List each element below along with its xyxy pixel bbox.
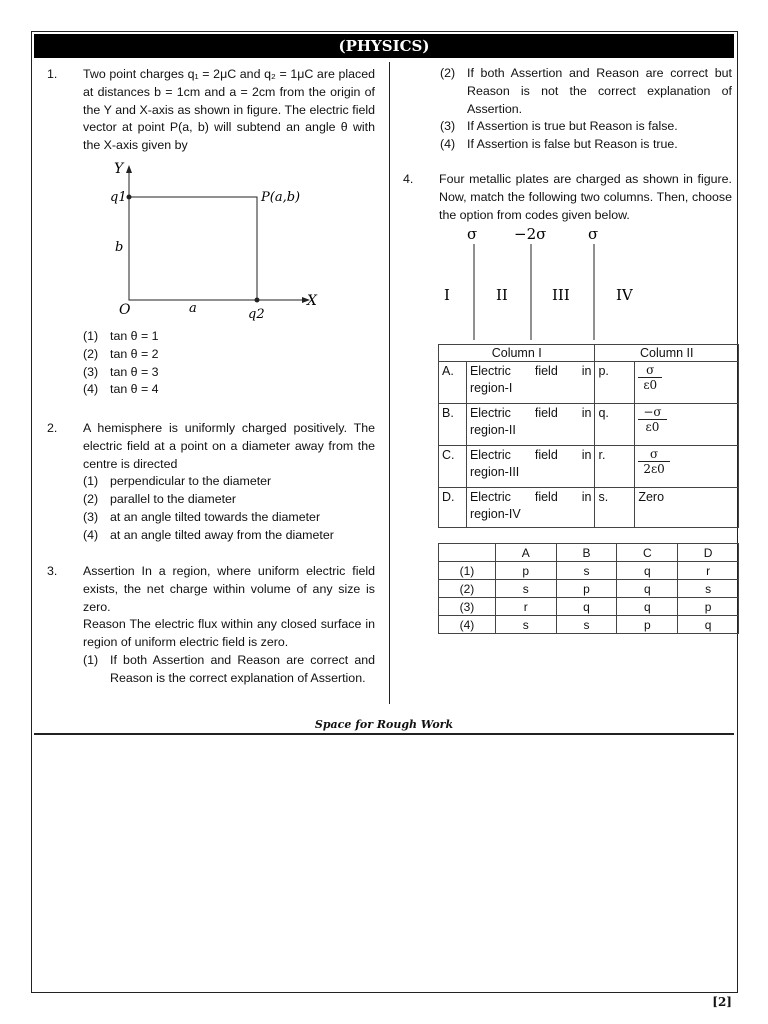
column-divider: [389, 62, 390, 704]
option-key: s.: [595, 488, 635, 528]
region-label: I: [444, 286, 450, 304]
a-label: a: [189, 301, 197, 316]
row-text: Electric field in region-I: [466, 362, 595, 404]
code-row[interactable]: (4) s s p q: [439, 616, 739, 634]
plate-charge-3: σ: [588, 225, 599, 243]
reason-text: Reason The electric flux within any closed surface in region of uniform electric field is zero.: [83, 617, 375, 650]
option-3[interactable]: (3) at an angle tilted towards the diameter: [83, 509, 321, 524]
region-label: II: [496, 286, 508, 304]
row-key: B.: [439, 404, 467, 446]
question-text: A hemisphere is uniformly charged positively. The electric field at a point on a diameter away from the centre is directed: [83, 421, 375, 471]
question-text: Two point charges q₁ = 2μC and q₂ = 1μC are placed at distances b = 1cm and a = 2cm from the origin of the Y and X-axis as shown in figure. The electric field vector at point P(a, b) will subtend an angle θ with the X-axis given by: [83, 67, 375, 153]
origin-label: O: [119, 302, 131, 318]
option-1[interactable]: (1) perpendicular to the diameter: [83, 474, 272, 489]
option-key: p.: [595, 362, 635, 404]
option-1[interactable]: (1) If both Assertion and Reason are correct and Reason is the correct explanation of Assertion.: [83, 652, 375, 685]
b-label: b: [115, 240, 124, 255]
option-4[interactable]: (4) at an angle tilted away from the diameter: [83, 527, 334, 542]
option-2[interactable]: (2) tan θ = 2: [83, 346, 159, 361]
option-4[interactable]: (4) tan θ = 4: [83, 382, 159, 397]
charge-figure: [100, 160, 340, 330]
plate-charge-1: σ: [467, 225, 478, 243]
code-header: D: [678, 544, 739, 562]
fraction: $\frac{\sigma}{\varepsilon 0}$: [638, 363, 662, 392]
q2-label: q2: [248, 307, 265, 322]
option-2[interactable]: (2) parallel to the diameter: [83, 492, 237, 507]
question-number: 1.: [47, 67, 58, 81]
fraction: $\frac{-\sigma}{\varepsilon 0}$: [638, 405, 666, 434]
option-key: q.: [595, 404, 635, 446]
row-value: Zero: [635, 488, 739, 528]
rough-work-label: Space for Rough Work: [314, 718, 454, 731]
codes-table: [438, 543, 739, 634]
column-2-header: Column II: [595, 345, 739, 362]
option-1[interactable]: (1) tan θ = 1: [83, 329, 159, 343]
question-number: 2.: [47, 421, 58, 435]
plates-figure: [430, 222, 660, 342]
match-table: [438, 344, 739, 528]
q1-label: q1: [110, 190, 127, 205]
question-number: 3.: [47, 564, 58, 578]
question-number: 4.: [403, 172, 414, 186]
question-1-options: [83, 328, 373, 399]
region-label: III: [552, 286, 570, 304]
rough-work-divider: [34, 733, 734, 735]
question-text: Four metallic plates are charged as shown in figure. Now, match the following two columns. Then, choose the option from codes given below.: [439, 172, 732, 222]
option-3[interactable]: (3) If Assertion is true but Reason is false.: [440, 119, 678, 134]
y-axis-label: Y: [114, 161, 124, 177]
row-key: A.: [439, 362, 467, 404]
column-1-header: Column I: [439, 345, 595, 362]
code-row[interactable]: (1) p s q r: [439, 562, 739, 580]
code-row[interactable]: (2) s p q s: [439, 580, 739, 598]
code-header: A: [495, 544, 556, 562]
row-key: D.: [439, 488, 467, 528]
row-key: C.: [439, 446, 467, 488]
option-4[interactable]: (4) If Assertion is false but Reason is true.: [440, 137, 678, 152]
question-3-options-cont: [440, 65, 732, 154]
page-number: [2]: [712, 995, 732, 1009]
option-2[interactable]: (2) If both Assertion and Reason are correct but Reason is not the correct explanation of Assertion.: [440, 66, 732, 116]
row-text: Electric field in region-II: [466, 404, 595, 446]
region-label: IV: [616, 286, 633, 304]
point-p-label: P(a,b): [261, 190, 301, 205]
code-row[interactable]: (3) r q q p: [439, 598, 739, 616]
code-header: B: [556, 544, 617, 562]
fraction: $\frac{\sigma}{2\varepsilon 0}$: [638, 447, 670, 476]
plate-charge-2: −2σ: [514, 225, 547, 243]
assertion-text: Assertion In a region, where uniform electric field exists, the net charge within volume of any size is zero.: [83, 564, 375, 614]
row-text: Electric field in region-III: [466, 446, 595, 488]
subject-banner: (PHYSICS): [34, 34, 734, 58]
option-key: r.: [595, 446, 635, 488]
code-header: C: [617, 544, 678, 562]
x-axis-label: X: [307, 293, 317, 309]
option-3[interactable]: (3) tan θ = 3: [83, 364, 159, 379]
row-text: Electric field in region-IV: [466, 488, 595, 528]
